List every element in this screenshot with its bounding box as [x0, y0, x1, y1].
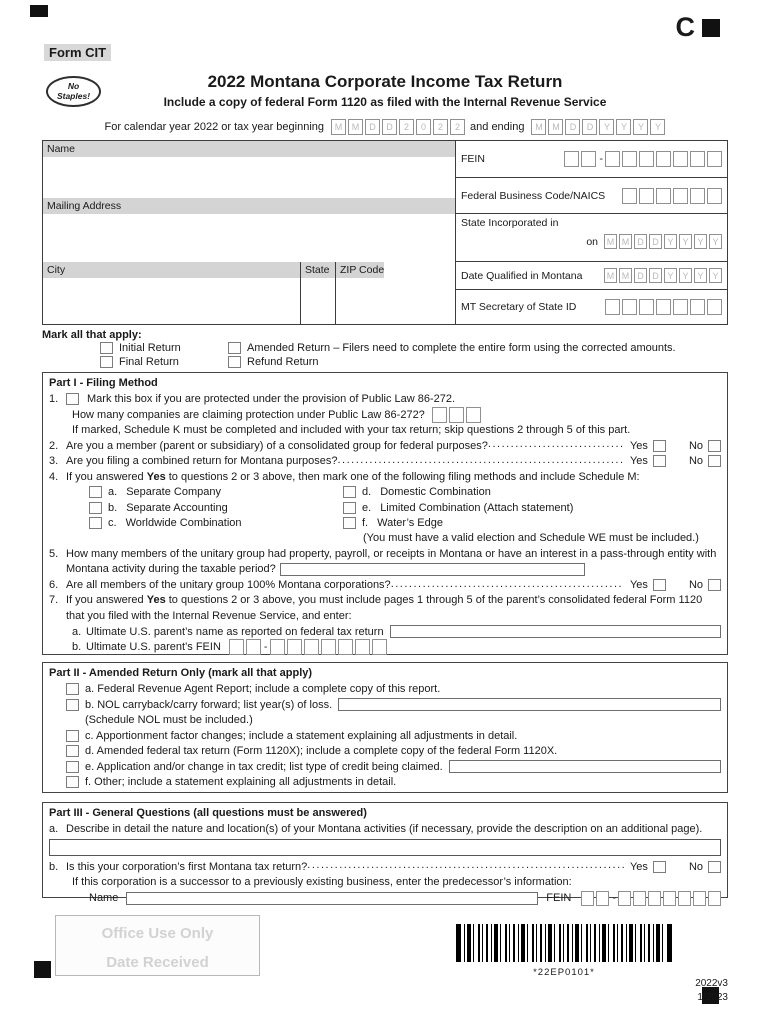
p3a-number: a. [49, 822, 59, 835]
part2-heading: Part II - Amended Return Only (mark all that apply) [49, 667, 313, 679]
predecessor-fein-digit[interactable] [663, 891, 676, 906]
form-revision-date: 1/2023 [697, 992, 728, 1003]
p3a-text: Describe in detail the nature and location(s) of your Montana activities (if necessary, provide the description on an additional page). [66, 822, 703, 835]
part2-section [42, 662, 728, 793]
q6-yes-label: Yes [629, 579, 648, 592]
parent-fein-digit[interactable] [338, 639, 353, 655]
period-end-digit[interactable]: D [582, 119, 597, 135]
fein-digit[interactable] [605, 151, 620, 167]
q3-no-checkbox[interactable] [708, 455, 721, 467]
period-begin-digit[interactable]: M [331, 119, 346, 135]
form-corner-code [676, 14, 721, 41]
incorporated-date-digit[interactable]: Y [679, 234, 692, 249]
predecessor-fein-digit[interactable] [648, 891, 661, 906]
p3b-yes-checkbox[interactable] [653, 861, 666, 873]
no-staples-line1: No [67, 80, 80, 91]
predecessor-fein-digit[interactable] [581, 891, 594, 906]
q7-text-bold: Yes [146, 594, 166, 606]
p3b-number: b. [49, 860, 59, 873]
fein-boxes-prefix [562, 151, 596, 167]
part1-heading: Part I - Filing Method [49, 377, 158, 389]
period-end-digit[interactable]: M [548, 119, 563, 135]
p3b-yes-label: Yes [629, 860, 648, 873]
parent-fein-digit[interactable] [355, 639, 370, 655]
sos-id-digit[interactable] [605, 299, 620, 315]
q4-text-prefix: If you answered [66, 470, 144, 483]
fein-boxes-suffix [603, 151, 722, 167]
q1-count-digit[interactable] [432, 407, 447, 423]
q7a-letter: a. [72, 625, 82, 638]
q2-no-checkbox[interactable] [708, 440, 721, 452]
filing-methods-grid [89, 485, 721, 532]
sos-id-digit[interactable] [622, 299, 637, 315]
qualified-date-digit[interactable]: Y [679, 268, 692, 283]
q7a-parent-name-input[interactable] [390, 625, 721, 638]
predecessor-fein-label: FEIN [546, 892, 572, 904]
initial-return-checkbox[interactable] [100, 342, 113, 354]
incorporated-date-digit[interactable]: Y [709, 234, 722, 249]
predecessor-fein-digit[interactable] [693, 891, 706, 906]
q1-number: 1. [49, 393, 59, 406]
incorporated-date-digit[interactable]: M [619, 234, 632, 249]
period-end-boxes [529, 119, 665, 135]
initial-return-label: Initial Return [119, 342, 181, 354]
naics-digit[interactable] [656, 188, 671, 204]
fein-digit[interactable] [690, 151, 705, 167]
qualified-date-digit[interactable]: D [634, 268, 647, 283]
form-version: 2022v3 [695, 978, 728, 989]
amend-c-label: c. Apportionment factor changes; include a statement explaining all adjustments in detail. [85, 729, 518, 742]
method-f-letter: f. [362, 517, 369, 530]
predecessor-name-input[interactable] [126, 892, 538, 905]
p3b-sub-text: If this corporation is a successor to a previously existing business, enter the predecessor’s information: [72, 876, 572, 889]
qualified-date-digit[interactable]: Y [694, 268, 707, 283]
fein-digit[interactable] [673, 151, 688, 167]
registration-mark-top-right [702, 19, 720, 37]
q7b-letter: b. [72, 641, 82, 654]
q6-no-label: No [688, 579, 703, 592]
qualified-date-digit[interactable]: M [604, 268, 617, 283]
q6-text: Are all members of the unitary group 100% Montana corporations? [66, 579, 391, 592]
parent-fein-digit[interactable] [321, 639, 336, 655]
part1-section [42, 372, 728, 655]
q1-count-digit[interactable] [466, 407, 481, 423]
p3b-no-label: No [688, 860, 703, 873]
q2-yes-label: Yes [629, 439, 648, 452]
naics-digit[interactable] [690, 188, 705, 204]
city-input[interactable] [43, 278, 301, 324]
period-begin-digit[interactable]: D [365, 119, 380, 135]
name-label: Name [43, 141, 455, 157]
naics-digit[interactable] [707, 188, 722, 204]
period-begin-digit[interactable]: 0 [416, 119, 431, 135]
tax-period-line [0, 119, 770, 135]
method-f-label: Water’s Edge [377, 517, 443, 530]
parent-fein-digit[interactable] [270, 639, 285, 655]
incorporated-date-digit[interactable]: D [634, 234, 647, 249]
q5-members-input[interactable] [280, 563, 585, 576]
qualified-date-digit[interactable]: M [619, 268, 632, 283]
method-a-label: Separate Company [126, 486, 221, 499]
amend-f-label: f. Other; include a statement explaining all adjustments in detail. [85, 776, 397, 789]
q7-number: 7. [49, 594, 59, 606]
q2-text: Are you a member (parent or subsidiary) of a consolidated group for federal purposes? [66, 439, 488, 452]
amend-c-checkbox[interactable] [66, 730, 79, 742]
predecessor-fein-suffix [616, 891, 721, 906]
q6-yes-checkbox[interactable] [653, 579, 666, 591]
waters-edge-note: (You must have a valid election and Schedule WE must be included.) [363, 532, 699, 544]
sos-id-digit[interactable] [690, 299, 705, 315]
period-end-digit[interactable]: Y [616, 119, 631, 135]
fein-digit[interactable] [656, 151, 671, 167]
q2-no-label: No [688, 439, 703, 452]
q6-no-checkbox[interactable] [708, 579, 721, 591]
amend-e-credit-type-input[interactable] [449, 760, 721, 773]
method-b-label: Separate Accounting [126, 501, 228, 514]
q3-number: 3. [49, 455, 59, 468]
refund-return-label: Refund Return [247, 356, 319, 368]
amend-a-checkbox[interactable] [66, 683, 79, 695]
q7a-text: Ultimate U.S. parent’s name as reported on federal tax return [86, 625, 384, 638]
predecessor-name-label: Name [89, 892, 119, 904]
method-b-checkbox[interactable] [89, 502, 102, 514]
part3-heading: Part III - General Questions (all questions must be answered) [49, 807, 367, 819]
method-d-letter: d. [362, 486, 372, 499]
method-d-label: Domestic Combination [380, 486, 491, 499]
amend-a-label: a. Federal Revenue Agent Report; include a complete copy of this report. [85, 683, 441, 696]
amended-return-checkbox[interactable] [228, 342, 241, 354]
amended-return-label: Amended Return – Filers need to complete the entire form using the corrected amounts. [247, 342, 676, 354]
period-end-digit[interactable]: Y [633, 119, 648, 135]
mark-apply-heading: Mark all that apply: [42, 329, 142, 341]
fein-label: FEIN [461, 153, 485, 165]
corner-letter: C [675, 12, 695, 42]
p3b-dot-leader [307, 859, 624, 874]
q1-count-digit[interactable] [449, 407, 464, 423]
q7b-text: Ultimate U.S. parent’s FEIN [86, 641, 221, 654]
period-end-digit[interactable]: Y [599, 119, 614, 135]
p3b-text: Is this your corporation’s first Montana tax return? [66, 860, 308, 873]
incorporated-date-digit[interactable]: D [649, 234, 662, 249]
part3-section [42, 802, 728, 904]
sos-id-digit[interactable] [707, 299, 722, 315]
refund-return-checkbox[interactable] [228, 356, 241, 368]
q3-text: Are you filing a combined return for Montana purposes? [66, 455, 338, 468]
period-begin-digit[interactable]: 2 [399, 119, 414, 135]
state-label: State [301, 262, 336, 278]
period-middle: and ending [470, 121, 525, 133]
predecessor-fein-digit[interactable] [596, 891, 609, 906]
amend-b-loss-years-input[interactable] [338, 698, 721, 711]
amend-b-checkbox[interactable] [66, 699, 79, 711]
q3-no-label: No [688, 455, 703, 468]
office-use-label: Office Use Only [101, 925, 214, 942]
method-a-letter: a. [108, 486, 118, 499]
q3-yes-label: Yes [629, 455, 648, 468]
q2-dot-leader [488, 438, 624, 453]
q1-protected-checkbox[interactable] [66, 393, 79, 405]
zip-input[interactable] [336, 278, 455, 324]
method-d-checkbox[interactable] [343, 486, 356, 498]
date-qualified-label: Date Qualified in Montana [461, 269, 583, 282]
q1-count-boxes [430, 407, 481, 423]
fein-digit[interactable] [581, 151, 596, 167]
parent-fein-digit[interactable] [287, 639, 302, 655]
parent-fein-digit[interactable] [304, 639, 319, 655]
parent-fein-digit[interactable] [229, 639, 244, 655]
method-c-letter: c. [108, 517, 117, 530]
q5-number: 5. [49, 547, 59, 560]
incorporated-on-label: on [586, 235, 598, 248]
q7-text-suffix: to questions 2 or 3 above, you must include pages 1 through 5 of the parent’s consolidated federal Form 1120 that you filed with the Internal Revenue Service, and enter: [66, 594, 703, 622]
office-use-box [55, 915, 260, 976]
period-begin-digit[interactable]: D [382, 119, 397, 135]
q6-number: 6. [49, 579, 59, 592]
period-end-digit[interactable]: Y [650, 119, 665, 135]
mailing-address-input[interactable] [43, 214, 455, 262]
amend-e-checkbox[interactable] [66, 761, 79, 773]
state-input[interactable] [301, 278, 336, 324]
q2-number: 2. [49, 439, 59, 452]
incorporated-date-digit[interactable]: M [604, 234, 617, 249]
amend-d-label: d. Amended federal tax return (Form 1120X); include a complete copy of the federal Form 1120X. [85, 745, 558, 758]
page-title: 2022 Montana Corporate Income Tax Return [207, 72, 563, 91]
predecessor-fein-digit[interactable] [678, 891, 691, 906]
sos-id-label: MT Secretary of State ID [461, 301, 577, 313]
predecessor-fein-prefix [579, 891, 609, 906]
registration-mark-top-left [30, 5, 48, 17]
q5-text: How many members of the unitary group had property, payroll, or receipts in Montana or have an interest in a pass-through entity with Montana activity during the taxable period? [66, 547, 717, 575]
period-end-digit[interactable]: D [565, 119, 580, 135]
period-end-digit[interactable]: M [531, 119, 546, 135]
method-e-letter: e. [362, 501, 372, 514]
q7b-fein-dash: - [263, 641, 268, 654]
q4-text-suffix: to questions 2 or 3 above, then mark one of the following filing methods and include Schedule M: [168, 470, 640, 483]
q3-dot-leader [338, 454, 624, 469]
zip-label: ZIP Code [336, 262, 384, 278]
q6-dot-leader [391, 578, 624, 593]
q4-text-bold: Yes [146, 470, 166, 483]
mailing-address-label: Mailing Address [43, 198, 455, 214]
barcode-text: *22EP0101* [533, 967, 595, 978]
q1-note: If marked, Schedule K must be completed and included with your tax return; skip questions 2 through 5 of this part. [72, 424, 631, 437]
name-input[interactable] [43, 157, 455, 198]
parent-fein-digit[interactable] [246, 639, 261, 655]
fein-digit[interactable] [639, 151, 654, 167]
barcode [456, 924, 672, 962]
q7b-fein-prefix [227, 639, 261, 655]
q3-yes-checkbox[interactable] [653, 455, 666, 467]
period-begin-digit[interactable]: 2 [433, 119, 448, 135]
taxpayer-info-table [42, 140, 728, 325]
state-incorporated-label: State Incorporated in [461, 217, 559, 229]
q4-number: 4. [49, 470, 59, 483]
period-begin-boxes [329, 119, 465, 135]
mark-all-that-apply-section [42, 329, 728, 369]
date-received-label: Date Received [106, 954, 209, 971]
q1-text: Mark this box if you are protected under the provision of Public Law 86-272. [87, 393, 456, 406]
predecessor-fein-digit[interactable] [708, 891, 721, 906]
method-f-checkbox[interactable] [343, 517, 356, 529]
period-prefix: For calendar year 2022 or tax year beginning [104, 121, 325, 133]
amend-e-label: e. Application and/or change in tax credit; list type of credit being claimed. [85, 760, 443, 773]
final-return-checkbox[interactable] [100, 356, 113, 368]
method-c-label: Worldwide Combination [125, 517, 242, 530]
form-label: Form CIT [44, 44, 111, 61]
fein-digit[interactable] [564, 151, 579, 167]
fein-dash: - [599, 153, 603, 165]
method-b-letter: b. [108, 501, 118, 514]
predecessor-fein-digit[interactable] [618, 891, 631, 906]
q7b-fein-suffix [268, 639, 387, 655]
fein-digit[interactable] [707, 151, 722, 167]
sos-id-digit[interactable] [639, 299, 654, 315]
period-begin-digit[interactable]: M [348, 119, 363, 135]
qualified-date-digit[interactable]: Y [664, 268, 677, 283]
naics-boxes [620, 188, 722, 204]
p3b-no-checkbox[interactable] [708, 861, 721, 873]
predecessor-fein-dash: - [612, 892, 616, 904]
period-begin-digit[interactable]: 2 [450, 119, 465, 135]
registration-mark-bottom-left [34, 961, 51, 978]
q1-count-label: How many companies are claiming protection under Public Law 86-272? [72, 408, 425, 421]
page-subtitle: Include a copy of federal Form 1120 as filed with the Internal Revenue Service [163, 95, 607, 109]
final-return-label: Final Return [119, 356, 179, 368]
method-e-checkbox[interactable] [343, 502, 356, 514]
parent-fein-digit[interactable] [372, 639, 387, 655]
method-e-label: Limited Combination (Attach statement) [380, 501, 574, 514]
naics-digit[interactable] [622, 188, 637, 204]
naics-label: Federal Business Code/NAICS [461, 189, 606, 202]
sos-id-digit[interactable] [673, 299, 688, 315]
amend-d-checkbox[interactable] [66, 745, 79, 757]
amend-f-checkbox[interactable] [66, 776, 79, 788]
amend-b-label: b. NOL carryback/carry forward; list year(s) of loss. [85, 698, 333, 711]
incorporated-date-digit[interactable]: Y [694, 234, 707, 249]
q7-text-prefix: If you answered [66, 594, 144, 606]
naics-digit[interactable] [639, 188, 654, 204]
q2-yes-checkbox[interactable] [653, 440, 666, 452]
no-staples-line2: Staples! [56, 90, 91, 101]
p3a-activities-input[interactable] [49, 839, 721, 856]
predecessor-fein-digit[interactable] [633, 891, 646, 906]
incorporated-date-boxes [602, 234, 722, 249]
naics-digit[interactable] [673, 188, 688, 204]
city-label: City [43, 262, 301, 278]
amend-b-note: (Schedule NOL must be included.) [85, 713, 253, 726]
qualified-date-digit[interactable]: D [649, 268, 662, 283]
method-c-checkbox[interactable] [89, 517, 102, 529]
method-a-checkbox[interactable] [89, 486, 102, 498]
sos-id-boxes [603, 299, 722, 315]
sos-id-digit[interactable] [656, 299, 671, 315]
incorporated-date-digit[interactable]: Y [664, 234, 677, 249]
date-qualified-boxes [602, 268, 722, 283]
fein-digit[interactable] [622, 151, 637, 167]
qualified-date-digit[interactable]: Y [709, 268, 722, 283]
